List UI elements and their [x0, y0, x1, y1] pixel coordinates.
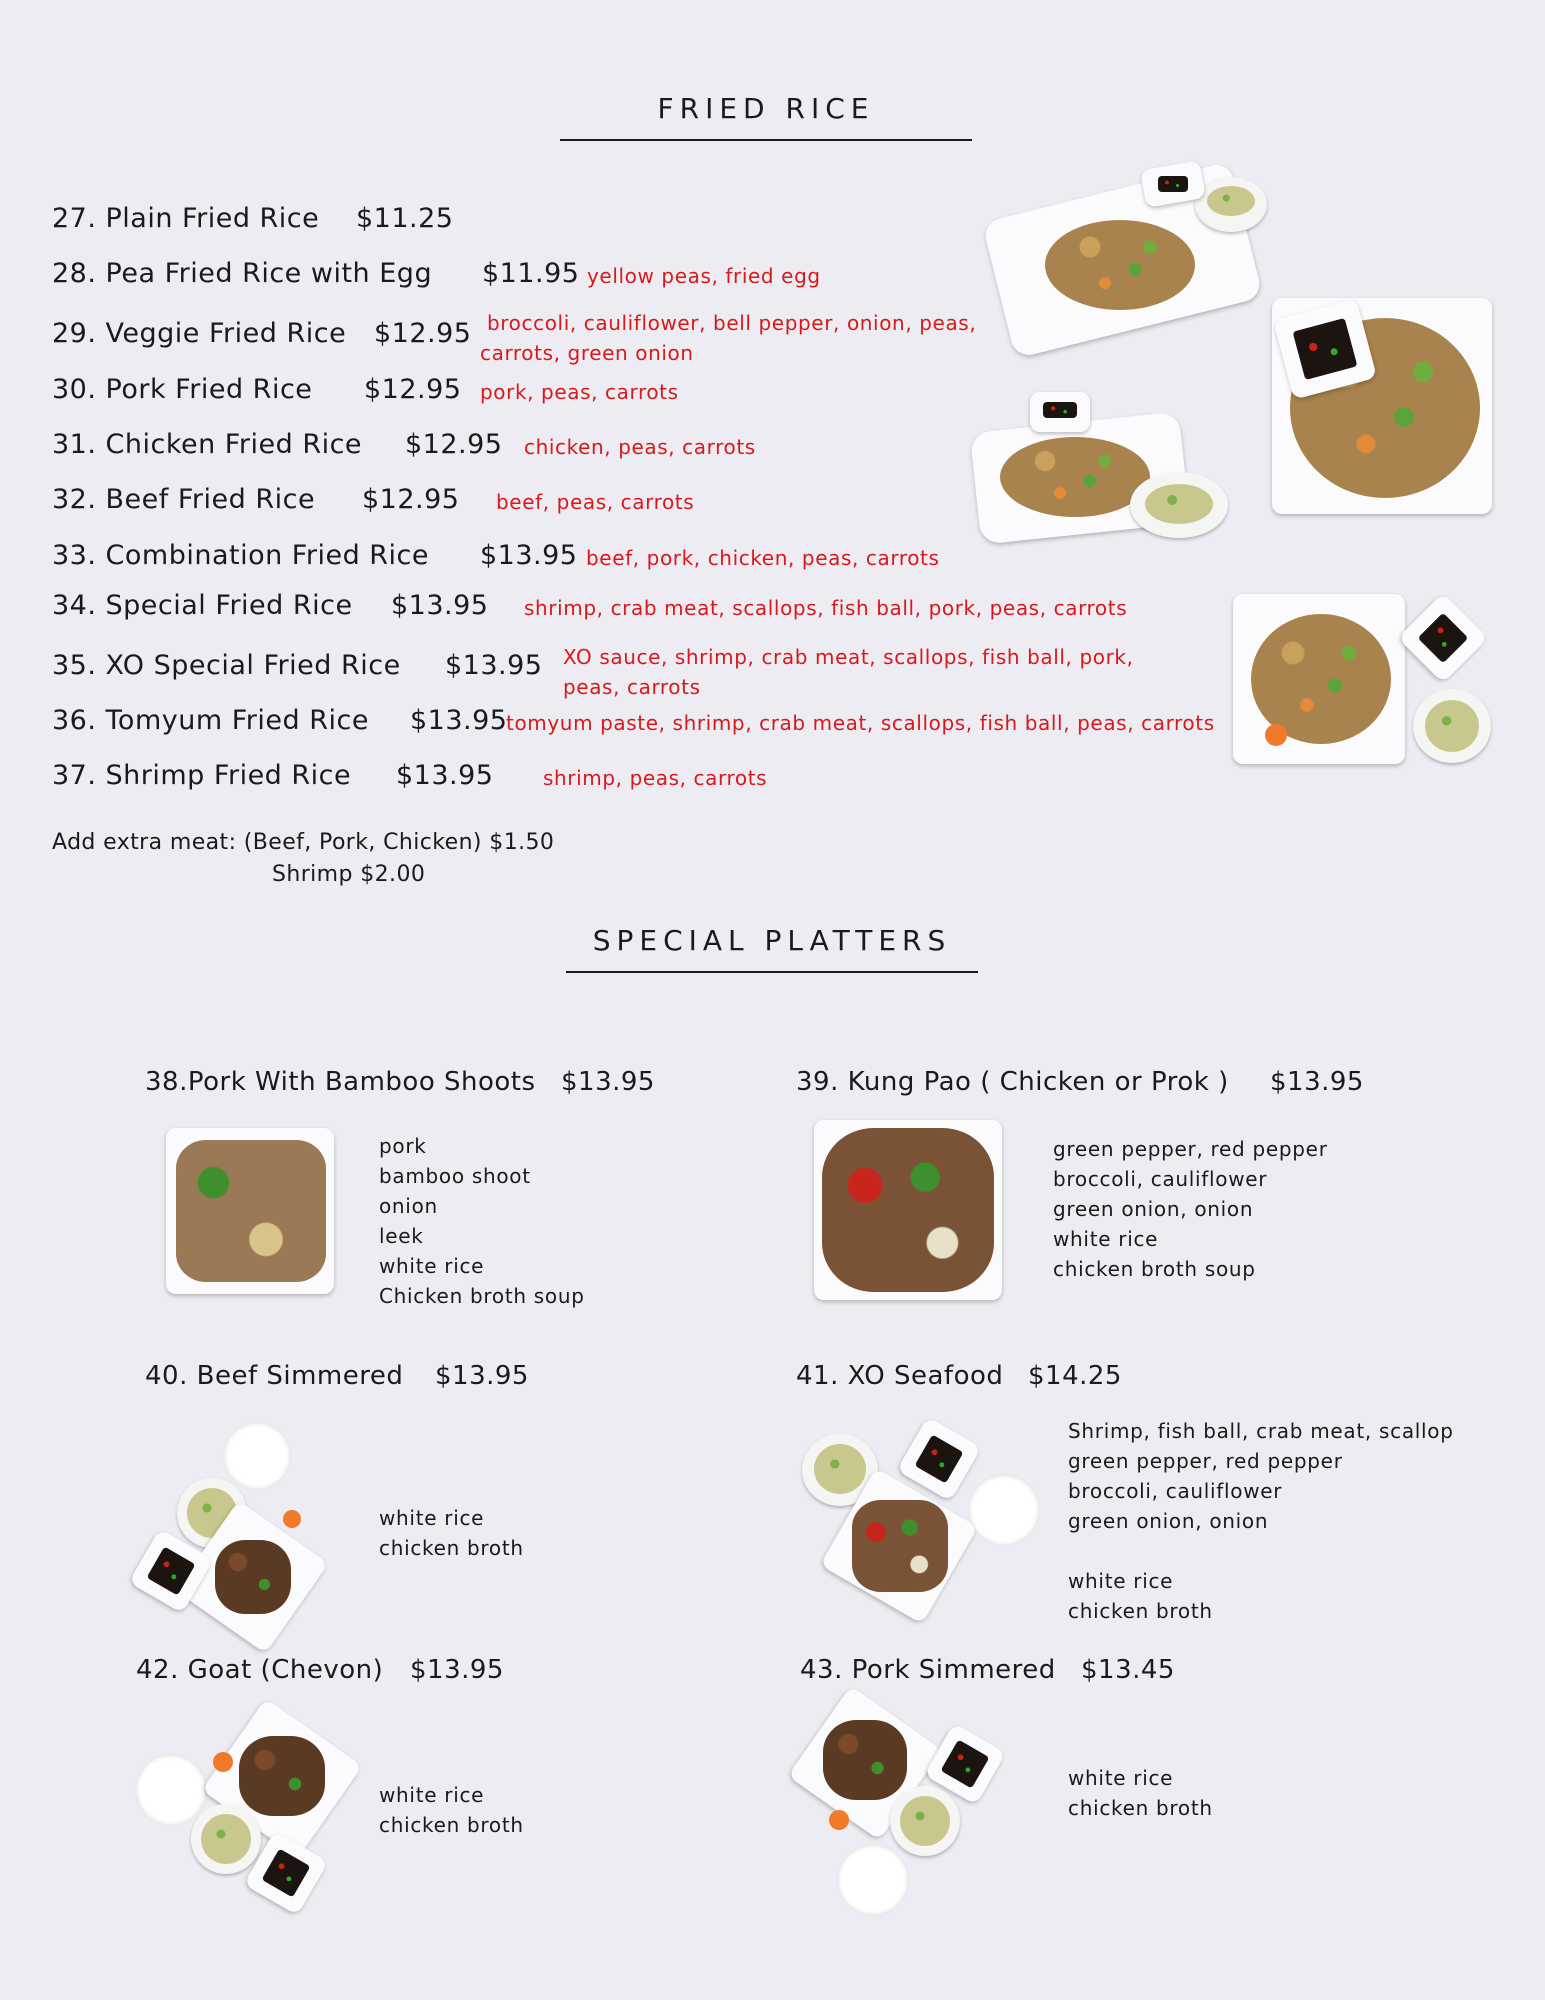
ingredient: white rice	[379, 1506, 485, 1530]
menu-item-27-price: $11.25	[356, 203, 454, 234]
platter-39-ingredients	[1053, 1134, 1328, 1284]
platter-40-price: $13.95	[435, 1361, 529, 1391]
menu-item-35-name: 35. XO Special Fried Rice	[52, 650, 401, 681]
ingredient: green onion, onion	[1053, 1197, 1254, 1221]
menu-item-30-name: 30. Pork Fried Rice	[52, 374, 313, 405]
ingredient: green pepper, red pepper	[1068, 1449, 1343, 1473]
menu-item-37-desc: shrimp, peas, carrots	[543, 766, 768, 790]
fried-rice-photo-3	[975, 392, 1230, 544]
ingredient	[1068, 1536, 1454, 1566]
platter-39-price: $13.95	[1270, 1067, 1364, 1097]
menu-item-33-price: $13.95	[480, 540, 578, 571]
ingredient: broccoli, cauliflower	[1068, 1479, 1283, 1503]
ingredient: chicken broth	[379, 1813, 524, 1837]
ingredient: white rice	[1068, 1766, 1174, 1790]
platter-41-name: 41. XO Seafood	[796, 1361, 1004, 1391]
ingredient: bamboo shoot	[379, 1164, 531, 1188]
ingredient: white rice	[379, 1254, 485, 1278]
ingredient: broccoli, cauliflower	[1053, 1167, 1268, 1191]
ingredient: chicken broth	[379, 1536, 524, 1560]
ingredient: white rice	[379, 1783, 485, 1807]
platter-40-name: 40. Beef Simmered	[145, 1361, 404, 1391]
platter-43-price: $13.45	[1081, 1655, 1175, 1685]
menu-item-32-desc: beef, peas, carrots	[496, 490, 695, 514]
menu-item-32-price: $12.95	[362, 484, 460, 515]
platter-40-photo	[135, 1422, 335, 1642]
menu-item-33-desc: beef, pork, chicken, peas, carrots	[586, 546, 940, 570]
menu-item-28-name: 28. Pea Fried Rice with Egg	[52, 258, 433, 289]
menu-item-36-desc: tomyum paste, shrimp, crab meat, scallops, fish ball, peas, carrots	[506, 711, 1215, 735]
menu-item-29-desc: broccoli, cauliflower, bell pepper, onion, peas, carrots, green onion	[480, 311, 977, 365]
special-platters-heading: SPECIAL PLATTERS	[592, 924, 952, 957]
fried-rice-photo-2	[1272, 298, 1494, 516]
menu-item-34-desc: shrimp, crab meat, scallops, fish ball, pork, peas, carrots	[524, 596, 1128, 620]
menu-item-34-price: $13.95	[391, 590, 489, 621]
fried-rice-photo-1	[995, 160, 1275, 345]
extra-shrimp-note: Shrimp $2.00	[272, 862, 426, 887]
ingredient: green onion, onion	[1068, 1509, 1269, 1533]
platter-43-ingredients	[1068, 1763, 1213, 1823]
menu-item-28-price: $11.95	[482, 258, 580, 289]
menu-item-30-desc: pork, peas, carrots	[480, 380, 679, 404]
ingredient: pork	[379, 1134, 427, 1158]
special-platters-divider	[566, 971, 978, 973]
extra-meat-note: Add extra meat: (Beef, Pork, Chicken) $1.50	[52, 830, 555, 855]
menu-item-37-price: $13.95	[396, 760, 494, 791]
menu-item-36-name: 36. Tomyum Fried Rice	[52, 705, 369, 736]
platter-39-name: 39. Kung Pao ( Chicken or Prok )	[796, 1067, 1229, 1097]
platter-42-ingredients	[379, 1780, 524, 1840]
menu-item-29-name: 29. Veggie Fried Rice	[52, 318, 347, 349]
ingredient: white rice	[1053, 1227, 1159, 1251]
ingredient: onion	[379, 1194, 438, 1218]
ingredient: leek	[379, 1224, 424, 1248]
ingredient: white rice	[1068, 1569, 1174, 1593]
menu-item-31-price: $12.95	[405, 429, 503, 460]
platter-42-price: $13.95	[410, 1655, 504, 1685]
menu-item-31-desc: chicken, peas, carrots	[524, 435, 756, 459]
fried-rice-divider	[560, 139, 972, 141]
platter-38-price: $13.95	[561, 1067, 655, 1097]
platter-43-photo	[795, 1690, 1005, 1920]
menu-item-28-desc: yellow peas, fried egg	[587, 264, 821, 288]
ingredient: Chicken broth soup	[379, 1284, 585, 1308]
fried-rice-heading: FRIED RICE	[657, 92, 875, 125]
ingredient: chicken broth	[1068, 1796, 1213, 1820]
ingredient: chicken broth soup	[1053, 1257, 1256, 1281]
menu-item-33-name: 33. Combination Fried Rice	[52, 540, 430, 571]
platter-42-photo	[135, 1712, 365, 1912]
platter-41-ingredients	[1068, 1416, 1454, 1626]
ingredient: green pepper, red pepper	[1053, 1137, 1328, 1161]
menu-item-35-desc: XO sauce, shrimp, crab meat, scallops, fish ball, pork, peas, carrots	[563, 645, 1134, 699]
platter-42-name: 42. Goat (Chevon)	[136, 1655, 384, 1685]
menu-item-29-price: $12.95	[374, 318, 472, 349]
platter-38-photo	[166, 1128, 336, 1296]
menu-item-32-name: 32. Beef Fried Rice	[52, 484, 316, 515]
menu-item-36-price: $13.95	[410, 705, 508, 736]
platter-39-photo	[814, 1120, 1004, 1302]
platter-43-name: 43. Pork Simmered	[800, 1655, 1056, 1685]
platter-38-name: 38.Pork With Bamboo Shoots	[145, 1067, 536, 1097]
fried-rice-photo-4	[1233, 594, 1493, 766]
platter-40-ingredients	[379, 1503, 524, 1563]
menu-item-27-name: 27. Plain Fried Rice	[52, 203, 320, 234]
menu-item-31-name: 31. Chicken Fried Rice	[52, 429, 363, 460]
menu-item-30-price: $12.95	[364, 374, 462, 405]
menu-item-37-name: 37. Shrimp Fried Rice	[52, 760, 352, 791]
platter-41-price: $14.25	[1028, 1361, 1122, 1391]
platter-41-photo	[800, 1422, 1040, 1614]
ingredient: chicken broth	[1068, 1599, 1213, 1623]
ingredient: Shrimp, fish ball, crab meat, scallop	[1068, 1419, 1454, 1443]
menu-item-35-price: $13.95	[445, 650, 543, 681]
menu-item-34-name: 34. Special Fried Rice	[52, 590, 353, 621]
platter-38-ingredients	[379, 1131, 585, 1311]
